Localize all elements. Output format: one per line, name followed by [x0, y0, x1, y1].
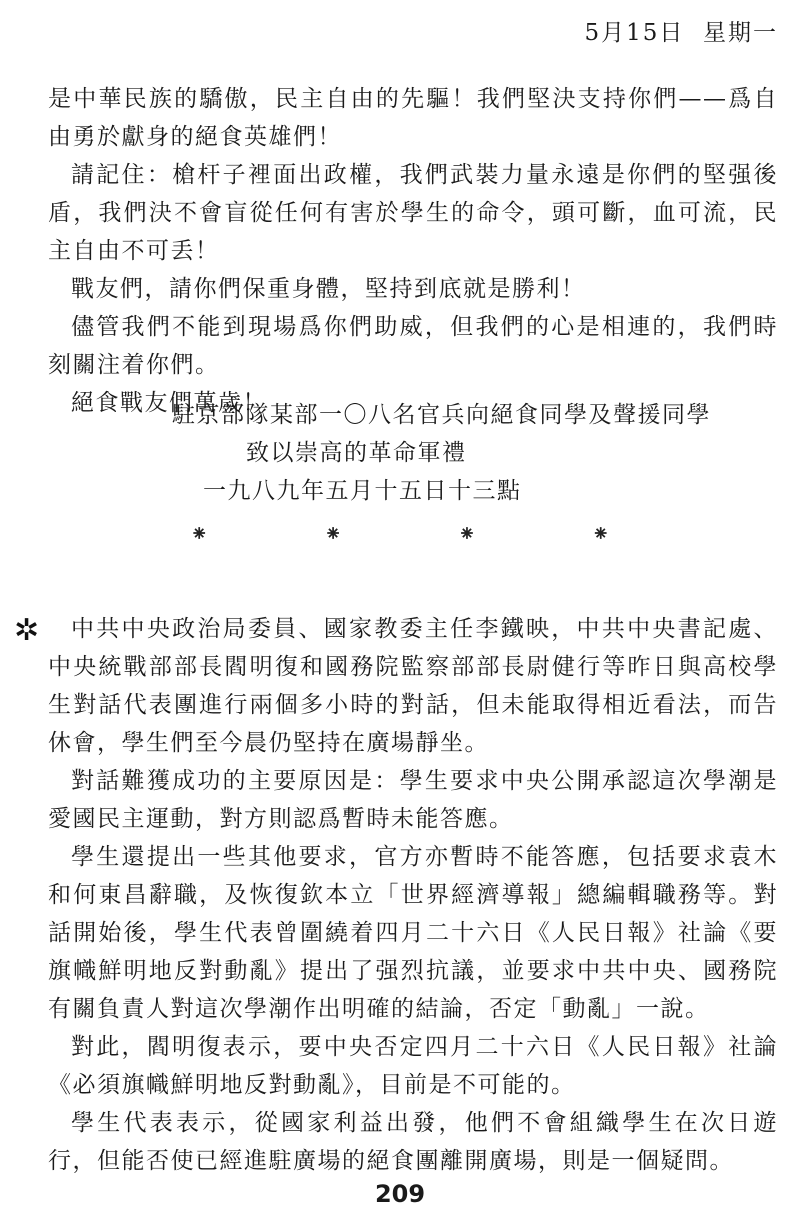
letter-signature-line: 駐京部隊某部一〇八名官兵向絕食同學及聲援同學 — [172, 402, 711, 428]
page-header — [584, 14, 778, 47]
letter-paragraph: 是中華民族的驕傲，民主自由的先驅！我們堅決支持你們——爲自由勇於獻身的絕食英雄們！ — [48, 86, 778, 150]
article-paragraph: 學生還提出一些其他要求，官方亦暫時不能答應，包括要求袁木和何東昌辭職，及恢復欽本立「世界經濟導報」總編輯職務等。對話開始後，學生代表曾圍繞着四月二十六日《人民日報》社論《要旗幟鮮明地反對動亂》提出了强烈抗議，並要求中共中央、國務院有關負責人對這次學潮作出明確的結論，否定「動亂」一說。 — [48, 844, 778, 1022]
article-body — [48, 610, 778, 1180]
article-paragraph: 學生代表表示，從國家利益出發，他們不會組織學生在次日遊行，但能否使已經進駐廣場的絕食團離開廣場，則是一個疑問。 — [48, 1110, 778, 1174]
article-paragraph: 中共中央政治局委員、國家教委主任李鐵映，中共中央書記處、中央統戰部部長閻明復和國務院監察部部長尉健行等昨日與高校學生對話代表團進行兩個多小時的對話，但未能取得相近看法，而告休會，學生們至今晨仍堅持在廣場靜坐。 — [48, 616, 778, 756]
article-paragraph: 對此，閻明復表示，要中央否定四月二十六日《人民日報》社論《必須旗幟鮮明地反對動亂》，目前是不可能的。 — [48, 1034, 778, 1098]
page-number: 209 — [374, 1180, 426, 1208]
asterism-icon: ⁕ — [457, 522, 477, 547]
header-weekday: 星期一 — [703, 20, 778, 46]
header-date: 5月15日 — [584, 20, 685, 46]
letter-paragraph: 戰友們，請你們保重身體，堅持到底就是勝利！ — [71, 276, 586, 302]
letter-paragraph: 儘管我們不能到現場爲你們助威，但我們的心是相連的，我們時刻關注着你們。 — [48, 314, 778, 378]
section-separator — [190, 522, 610, 547]
asterism-icon: ⁕ — [190, 522, 209, 547]
letter-paragraph: 絕食戰友們萬歲！ — [71, 390, 267, 416]
asterism-icon: ⁕ — [591, 522, 610, 547]
letter-signature-date: 一九八九年五月十五日十三點 — [203, 478, 522, 504]
letter-paragraph: 請記住：槍杆子裡面出政權，我們武裝力量永遠是你們的堅强後盾，我們決不會盲從任何有害於學生的命令，頭可斷，血可流，民主自由不可丢！ — [48, 162, 778, 264]
asterism-icon: ⁕ — [323, 522, 343, 547]
letter-body — [48, 80, 778, 422]
letter-signature-line: 致以崇高的革命軍禮 — [246, 440, 467, 466]
article-paragraph: 對話難獲成功的主要原因是：學生要求中央公開承認這次學潮是愛國民主運動，對方則認爲暫時未能答應。 — [48, 768, 778, 832]
star-bullet-icon: ✲ — [14, 613, 40, 648]
